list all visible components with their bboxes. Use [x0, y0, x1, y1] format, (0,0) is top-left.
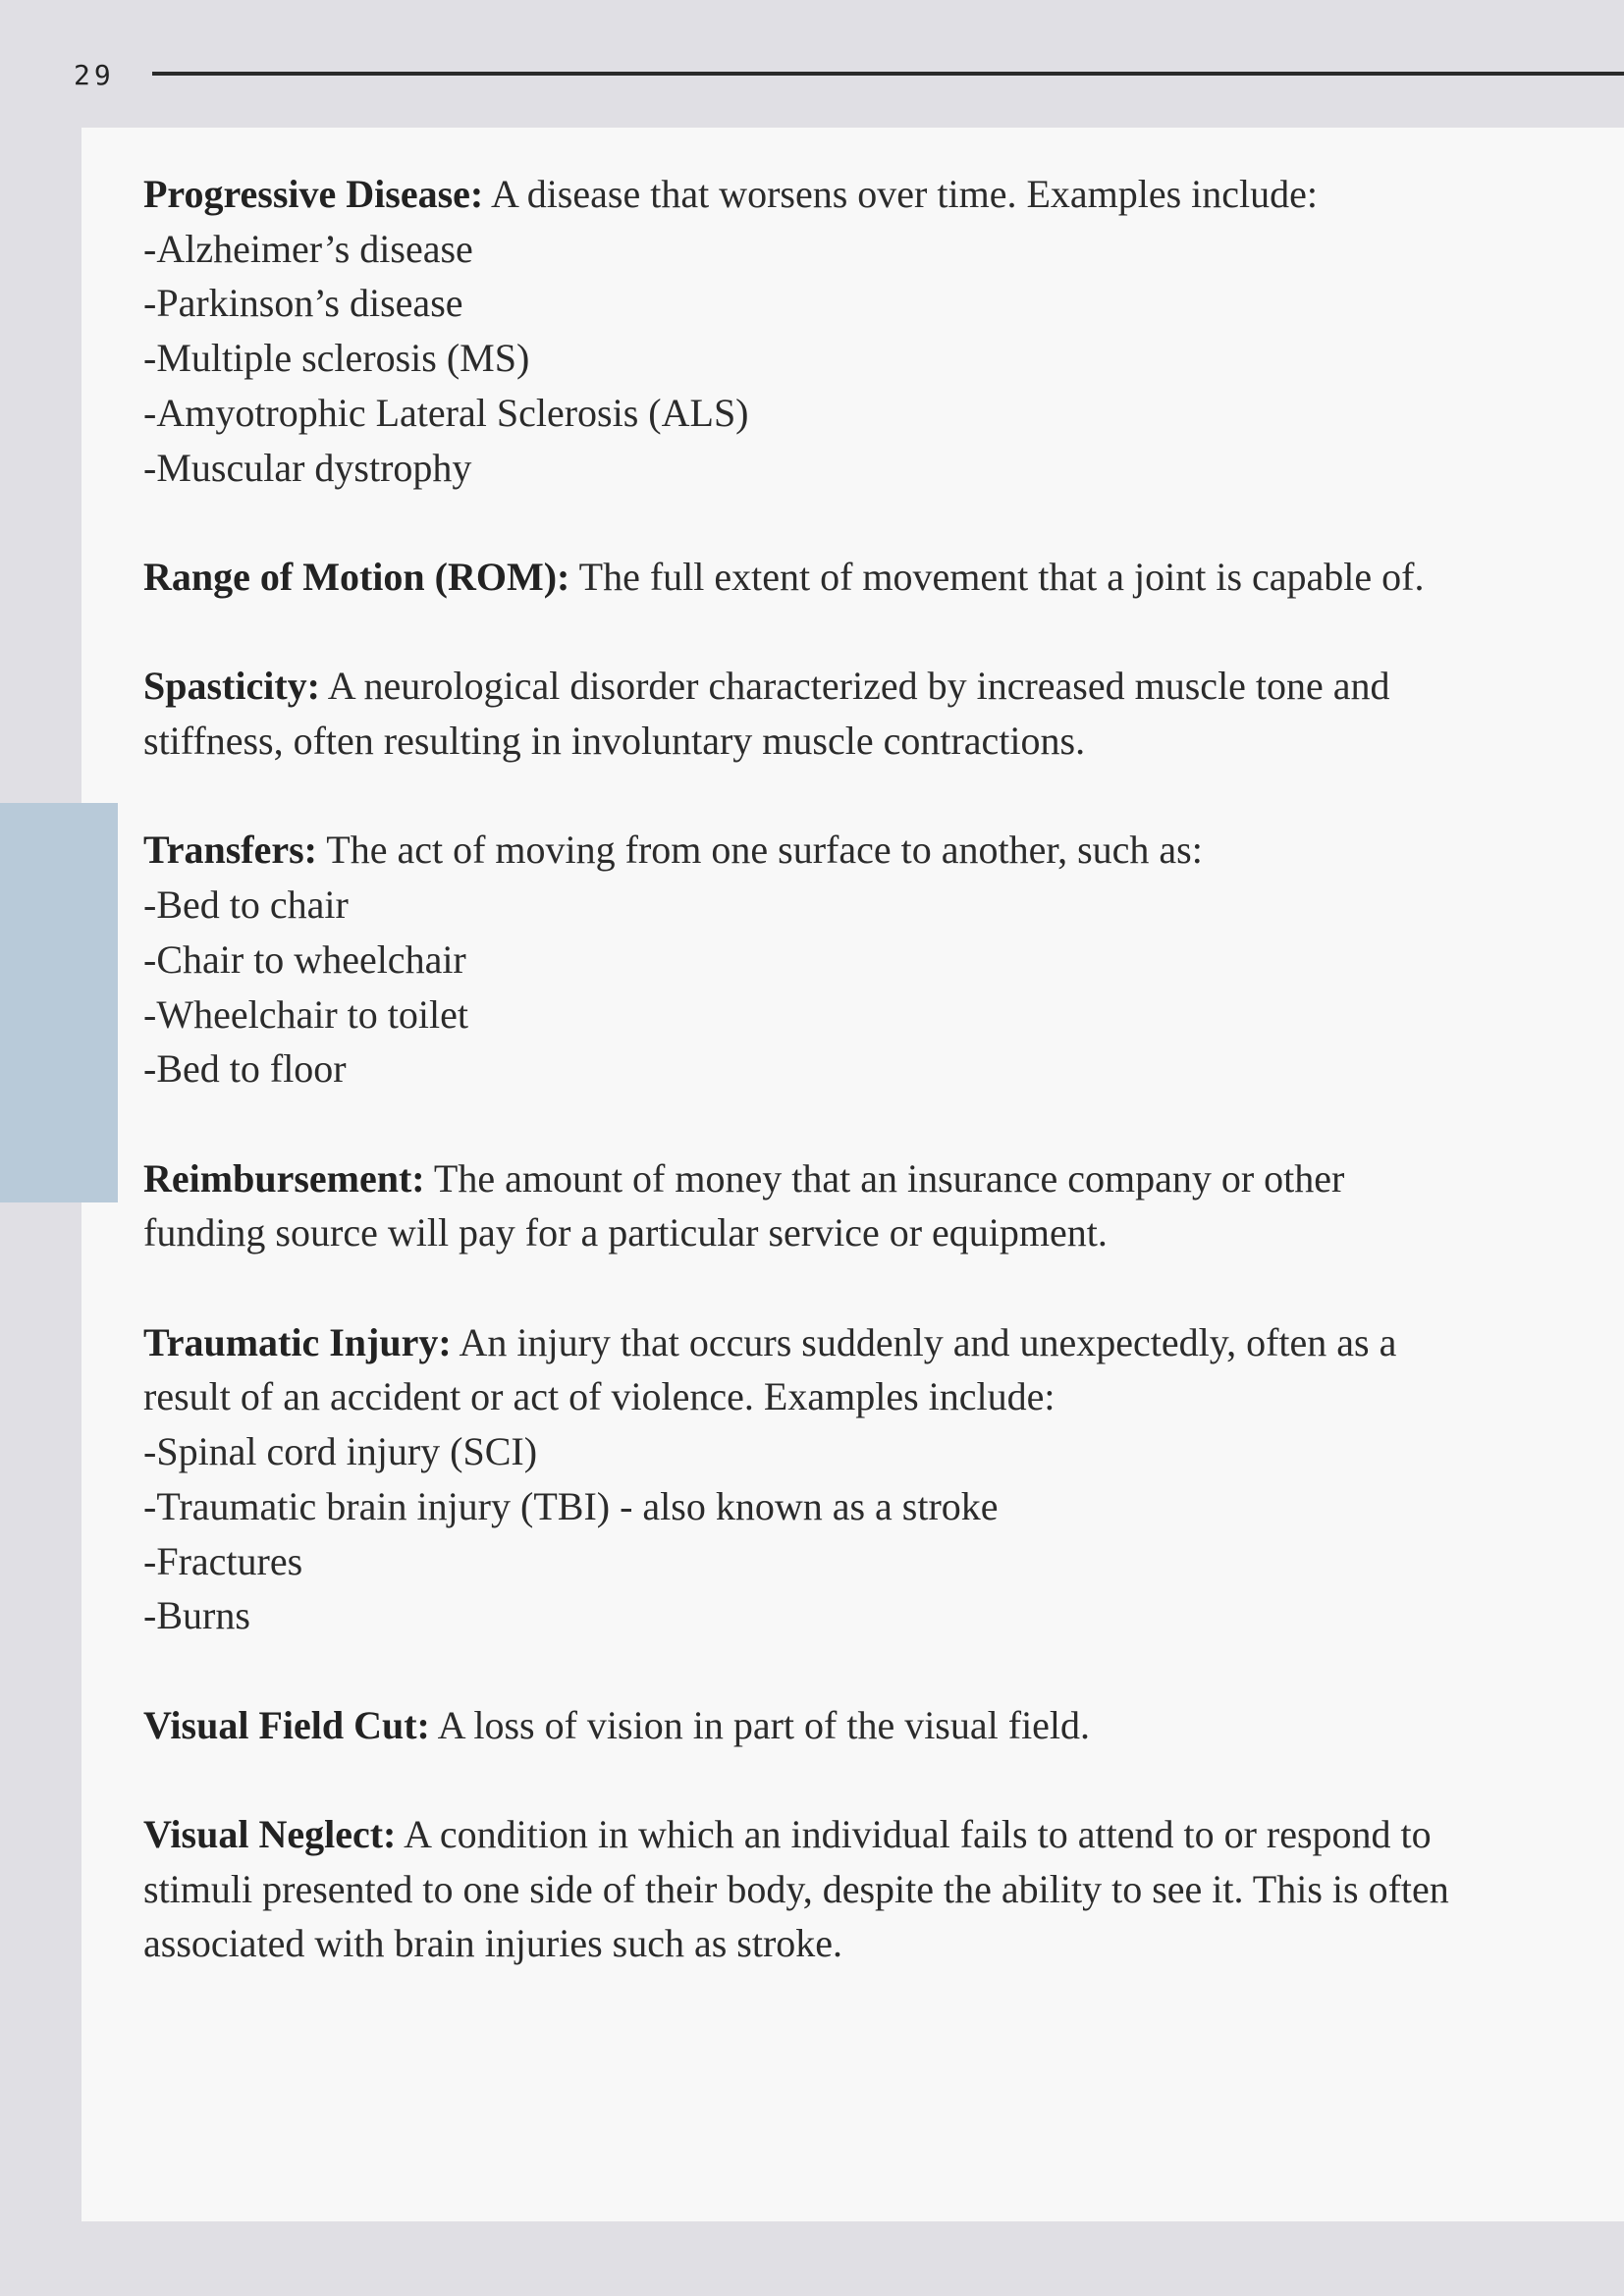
page-number: 29	[74, 59, 115, 91]
list-item: -Alzheimer’s disease	[143, 226, 473, 271]
glossary-term: Transfers:	[143, 828, 317, 873]
side-accent-bar	[0, 803, 118, 1202]
list-item: -Multiple sclerosis (MS)	[143, 336, 530, 381]
list-item: -Spinal cord injury (SCI)	[143, 1429, 538, 1474]
glossary-entry-visual-neglect	[143, 1807, 1587, 1971]
glossary-term: Visual Field Cut:	[143, 1702, 430, 1747]
list-item: -Burns	[143, 1593, 250, 1638]
glossary-definition: A neurological disorder characterized by increased muscle tone and	[320, 664, 1390, 709]
glossary-term: Visual Neglect:	[143, 1811, 397, 1856]
glossary-definition: A loss of vision in part of the visual field.	[429, 1702, 1091, 1747]
list-item: -Traumatic brain injury (TBI) - also known as a stroke	[143, 1483, 999, 1528]
entry-first-line	[143, 550, 1587, 605]
list-item: -Muscular dystrophy	[143, 445, 472, 490]
entry-first-line	[143, 1698, 1587, 1753]
list-item: -Wheelchair to toilet	[143, 991, 468, 1037]
list-item: -Chair to wheelchair	[143, 936, 466, 982]
glossary-entry-transfers	[143, 823, 1587, 1096]
definition-continuation: stiffness, often resulting in involuntary muscle contractions.	[143, 719, 1086, 763]
entry-first-line	[143, 659, 1587, 714]
definition-continuation: result of an accident or act of violence. Examples include:	[143, 1374, 1056, 1419]
glossary-definition: A disease that worsens over time. Examples include:	[483, 172, 1319, 216]
glossary-definition: The act of moving from one surface to another, such as:	[317, 828, 1203, 873]
entry-first-line	[143, 823, 1587, 878]
glossary-definition: An injury that occurs suddenly and unexpectedly, often as a	[451, 1319, 1397, 1364]
glossary-entry-spasticity	[143, 659, 1587, 768]
definition-continuation: stimuli presented to one side of their body, despite the ability to see it. This is often	[143, 1866, 1449, 1911]
list-item: -Bed to chair	[143, 882, 349, 928]
entry-first-line	[143, 1151, 1587, 1206]
list-item: -Fractures	[143, 1538, 303, 1583]
glossary-entry-progressive-disease	[143, 167, 1587, 495]
glossary-term: Spasticity:	[143, 664, 320, 709]
glossary-term: Range of Motion (ROM):	[143, 554, 570, 599]
glossary-definition: The full extent of movement that a joint is capable of.	[569, 554, 1425, 599]
list-item: -Amyotrophic Lateral Sclerosis (ALS)	[143, 390, 749, 435]
list-item: -Bed to floor	[143, 1046, 347, 1092]
glossary-entry-visual-field-cut	[143, 1698, 1587, 1753]
glossary-term: Progressive Disease:	[143, 172, 484, 216]
glossary-term: Reimbursement:	[143, 1155, 425, 1201]
glossary-entry-range-of-motion	[143, 550, 1587, 605]
entry-first-line	[143, 1807, 1587, 1862]
definition-continuation: associated with brain injuries such as stroke.	[143, 1921, 843, 1966]
glossary-entry-traumatic-injury	[143, 1315, 1587, 1643]
definition-continuation: funding source will pay for a particular service or equipment.	[143, 1210, 1108, 1255]
glossary-term: Traumatic Injury:	[143, 1319, 452, 1364]
glossary-definition: A condition in which an individual fails to attend to or respond to	[396, 1811, 1432, 1856]
glossary-definition: The amount of money that an insurance company or other	[424, 1155, 1345, 1201]
header-rule	[152, 72, 1624, 76]
glossary-text	[143, 167, 1587, 2026]
glossary-entry-reimbursement	[143, 1151, 1587, 1260]
list-item: -Parkinson’s disease	[143, 281, 463, 326]
entry-first-line	[143, 1315, 1587, 1370]
entry-first-line	[143, 167, 1587, 222]
